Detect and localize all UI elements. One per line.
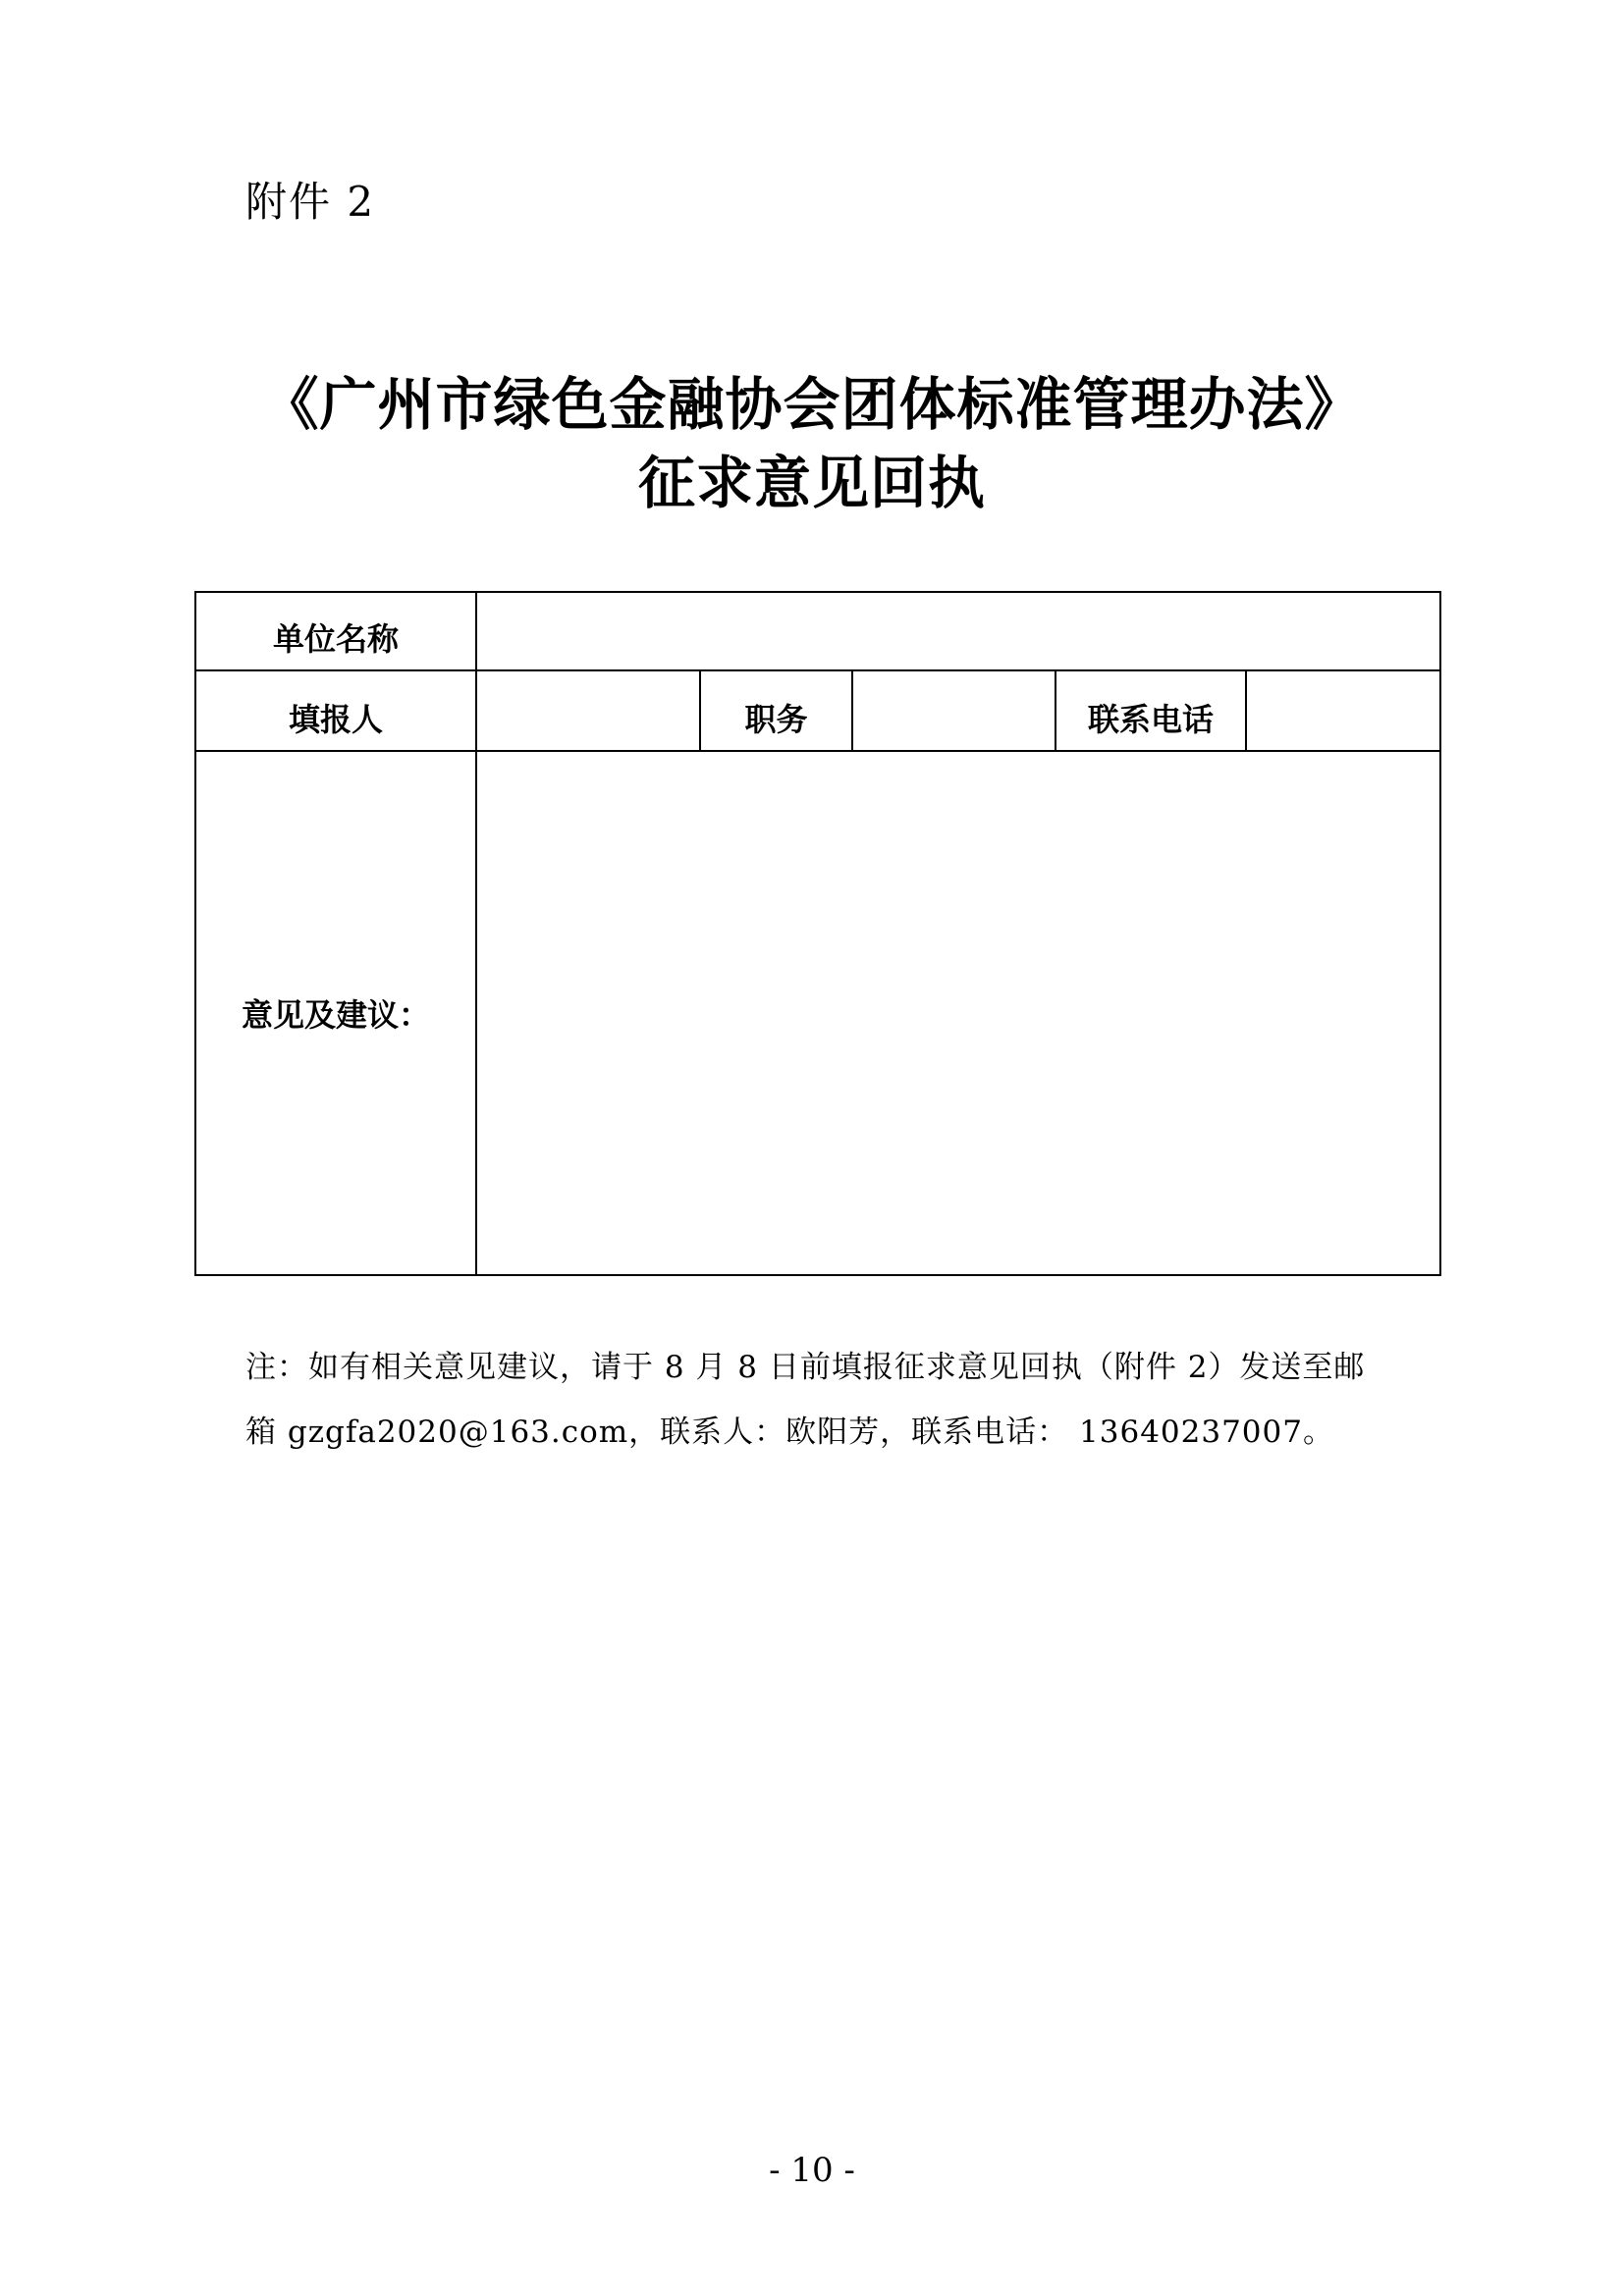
unit-name-label: 单位名称 [272,620,399,658]
form-row-comments [195,751,1440,1275]
phone-label-cell [1056,670,1246,751]
phone-label: 联系电话 [1087,701,1214,738]
reporter-label-cell [195,670,476,751]
unit-name-label-cell [195,592,476,670]
attachment-label: 附件 2 [245,178,376,226]
unit-name-field[interactable] [476,592,1440,670]
submission-note [245,1335,1404,1465]
document-title: 《广州市绿色金融协会团体标准管理办法》 [261,371,1363,438]
phone-field[interactable] [1246,670,1440,751]
page-number: - 10 - [769,2151,855,2190]
reporter-field[interactable] [476,670,700,751]
position-field[interactable] [852,670,1056,751]
form-row-reporter [195,670,1440,751]
comments-field[interactable] [476,751,1440,1275]
note-line-2: 箱 gzgfa2020@163.com，联系人：欧阳芳，联系电话： 13640237007。 [245,1415,1334,1450]
feedback-form-table [194,591,1441,1276]
reporter-label: 填报人 [288,701,383,738]
note-line-1: 注：如有相关意见建议，请于 8 月 8 日前填报征求意见回执（附件 2）发送至邮 [245,1350,1366,1385]
form-row-unit [195,592,1440,670]
comments-label-cell [195,751,476,1275]
position-label-cell [700,670,852,751]
comments-label: 意见及建议： [241,996,430,1034]
document-subtitle: 征求意见回执 [637,450,986,516]
position-label: 职务 [744,701,808,738]
